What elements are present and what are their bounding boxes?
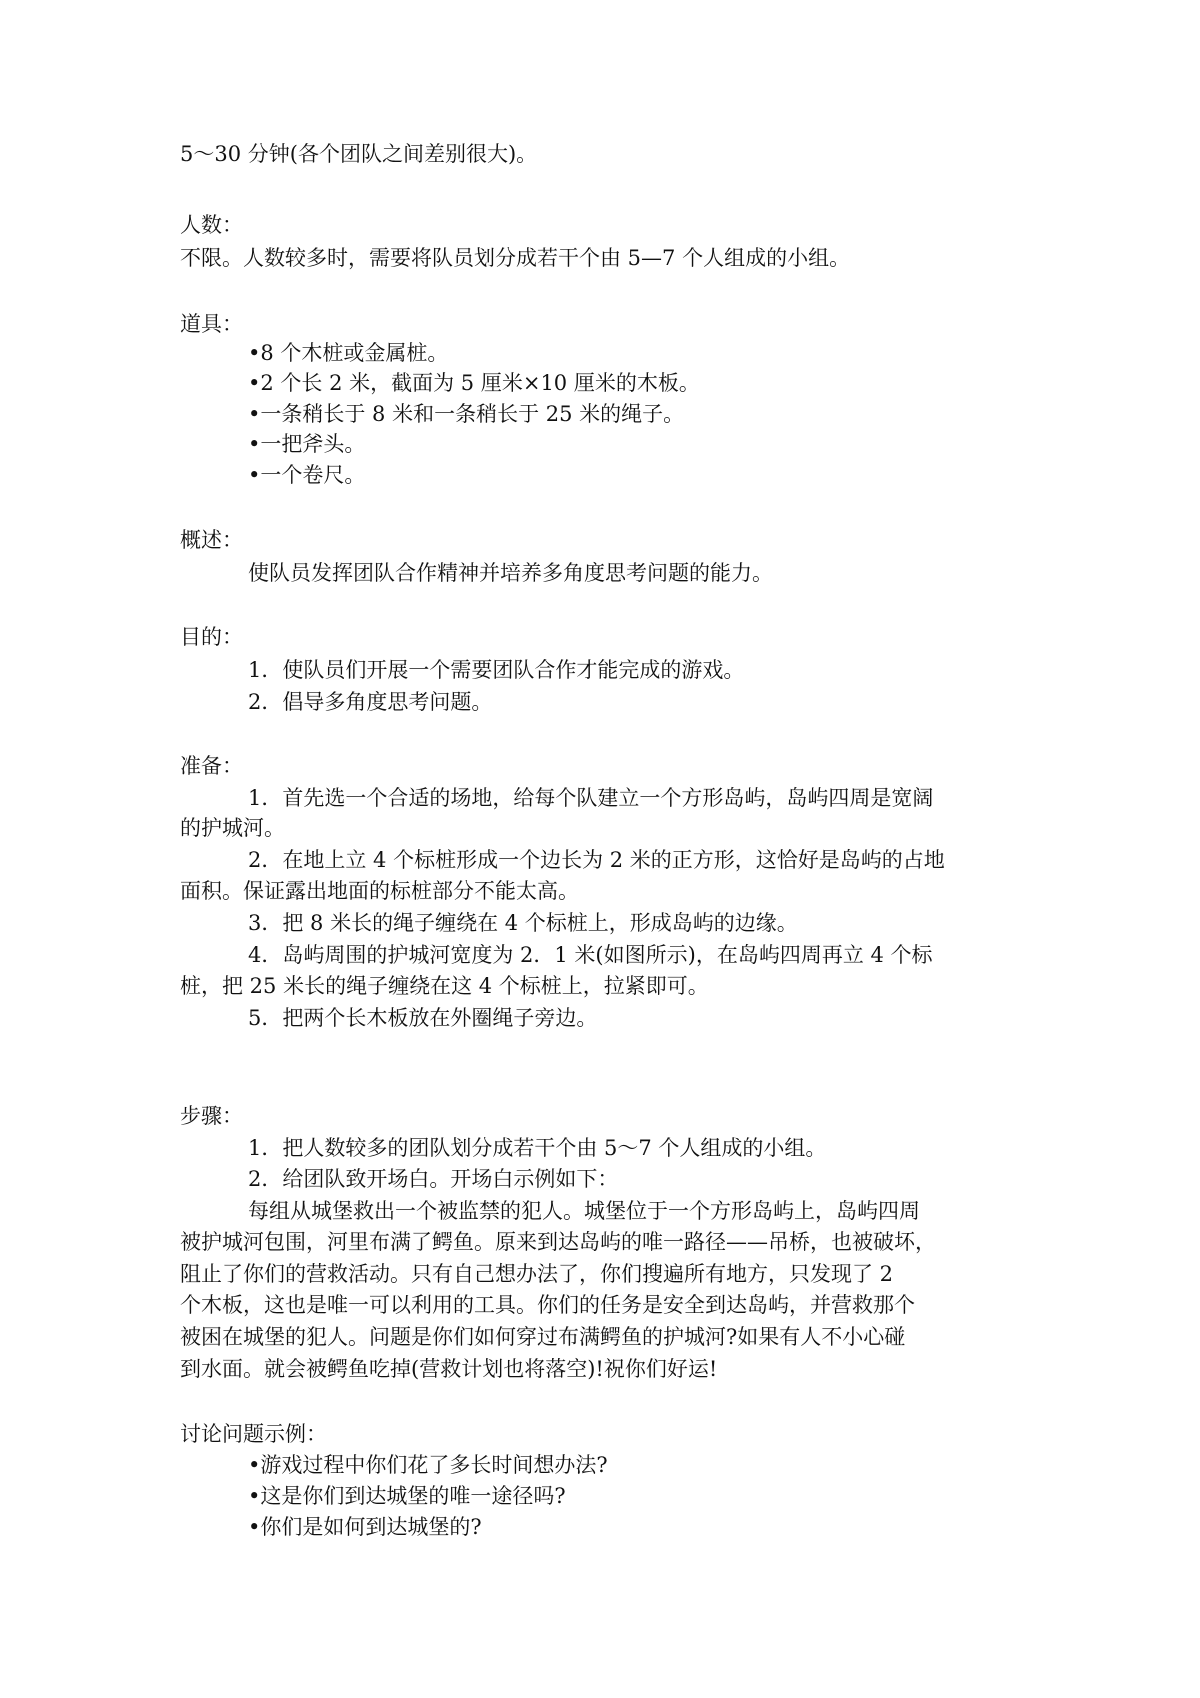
steps-line: 每组从城堡救出一个被监禁的犯人。城堡位于一个方形岛屿上，岛屿四周 xyxy=(248,1199,920,1223)
preparation-line: 5．把两个长木板放在外圈绳子旁边。 xyxy=(248,1006,598,1030)
props-item: •一条稍长于 8 米和一条稍长于 25 米的绳子。 xyxy=(248,402,685,426)
steps-line: 到水面。就会被鳄鱼吃掉(营救计划也将落空)!祝你们好运! xyxy=(180,1357,718,1381)
steps-heading: 步骤： xyxy=(180,1104,243,1128)
preparation-line: 的护城河。 xyxy=(180,816,285,840)
discussion-item: •游戏过程中你们花了多长时间想办法? xyxy=(248,1453,608,1477)
discussion-item: •你们是如何到达城堡的? xyxy=(248,1515,482,1539)
goal-item: 1．使队员们开展一个需要团队合作才能完成的游戏。 xyxy=(248,658,745,682)
props-item: •8 个木桩或金属桩。 xyxy=(248,341,449,365)
props-item: •一个卷尺。 xyxy=(248,463,366,487)
preparation-line: 2．在地上立 4 个标桩形成一个边长为 2 米的正方形，这恰好是岛屿的占地 xyxy=(248,848,945,872)
goals-heading: 目的： xyxy=(180,625,243,649)
preparation-line: 桩，把 25 米长的绳子缠绕在这 4 个标桩上，拉紧即可。 xyxy=(180,974,709,998)
steps-line: 2．给团队致开场白。开场白示例如下： xyxy=(248,1167,619,1191)
props-heading: 道具： xyxy=(180,312,243,336)
discussion-item: •这是你们到达城堡的唯一途径吗? xyxy=(248,1484,566,1508)
steps-line: 个木板，这也是唯一可以利用的工具。你们的任务是安全到达岛屿，并营救那个 xyxy=(180,1293,915,1317)
overview-text: 使队员发挥团队合作精神并培养多角度思考问题的能力。 xyxy=(248,561,773,585)
duration-text: 5～30 分钟(各个团队之间差别很大)。 xyxy=(180,142,538,166)
preparation-line: 1．首先选一个合适的场地，给每个队建立一个方形岛屿，岛屿四周是宽阔 xyxy=(248,786,934,810)
goal-item: 2．倡导多角度思考问题。 xyxy=(248,690,493,714)
preparation-line: 3．把 8 米长的绳子缠绕在 4 个标桩上，形成岛屿的边缘。 xyxy=(248,911,798,935)
steps-line: 被护城河包围，河里布满了鳄鱼。原来到达岛屿的唯一路径——吊桥，也被破坏， xyxy=(180,1230,936,1254)
overview-heading: 概述： xyxy=(180,528,243,552)
props-item: •一把斧头。 xyxy=(248,432,366,456)
steps-line: 被困在城堡的犯人。问题是你们如何穿过布满鳄鱼的护城河?如果有人不小心碰 xyxy=(180,1325,906,1349)
props-item: •2 个长 2 米，截面为 5 厘米×10 厘米的木板。 xyxy=(248,371,700,395)
discussion-heading: 讨论问题示例： xyxy=(180,1422,327,1446)
people-heading: 人数： xyxy=(180,213,243,237)
steps-line: 1．把人数较多的团队划分成若干个由 5～7 个人组成的小组。 xyxy=(248,1136,827,1160)
preparation-heading: 准备： xyxy=(180,754,243,778)
steps-line: 阻止了你们的营救活动。只有自己想办法了，你们搜遍所有地方，只发现了 2 xyxy=(180,1262,894,1286)
people-text: 不限。人数较多时，需要将队员划分成若干个由 5—7 个人组成的小组。 xyxy=(180,246,851,270)
preparation-line: 4．岛屿周围的护城河宽度为 2．1 米(如图所示)，在岛屿四周再立 4 个标 xyxy=(248,943,933,967)
preparation-line: 面积。保证露出地面的标桩部分不能太高。 xyxy=(180,879,579,903)
